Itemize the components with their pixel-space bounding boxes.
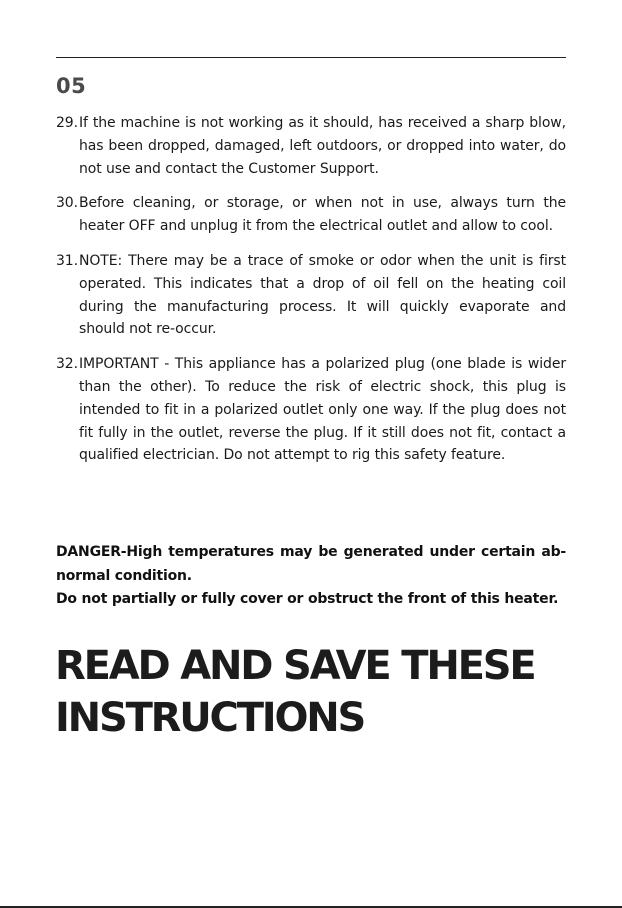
item-text: If the machine is not working as it should, has received a sharp blow, has been dropped, damaged, left outdoors, or dropped into water, do not use and contact the Customer Support. [79,115,566,177]
item-number: 29. [56,115,78,131]
header-divider [56,57,566,58]
instruction-item-31 [56,250,566,341]
closing-heading-line-2: INSTRUCTIONS [55,695,365,741]
danger-warning-block [56,541,566,612]
item-text: NOTE: There may be a trace of smoke or odor when the unit is first operated. This indicates that a drop of oil fell on the heating coil during the manufacturing process. It will quickly evaporate and should not re-occur. [79,252,566,338]
page-number: 05 [56,74,87,98]
cover-warning: Do not partially or fully cover or obstruct the front of this heater. [56,591,559,607]
closing-heading [55,640,575,744]
item-number: 30. [56,195,78,212]
item-number: 32. [56,356,78,373]
item-text: IMPORTANT - This appliance has a polarized plug (one blade is wider than the other). To reduce the risk of electric shock, this plug is intended to fit in a polarized outlet only one way. If the plug does not fit fully in the outlet, reverse the plug. If it still does not fit, contact a qualified electrician. Do not attempt to rig this safety feature. [79,356,566,464]
danger-warning: DANGER-High temperatures may be generated under certain ab-normal condition. [56,544,566,584]
instruction-item-32 [56,353,566,467]
instruction-list [56,112,566,479]
instruction-item-29 [56,112,566,180]
item-text: Before cleaning, or storage, or when not in use, always turn the heater OFF and unplug it from the electrical outlet and allow to cool. [79,195,566,235]
instruction-item-30 [56,192,566,238]
closing-heading-line-1: READ AND SAVE THESE [55,643,535,689]
item-number: 31. [56,252,78,269]
